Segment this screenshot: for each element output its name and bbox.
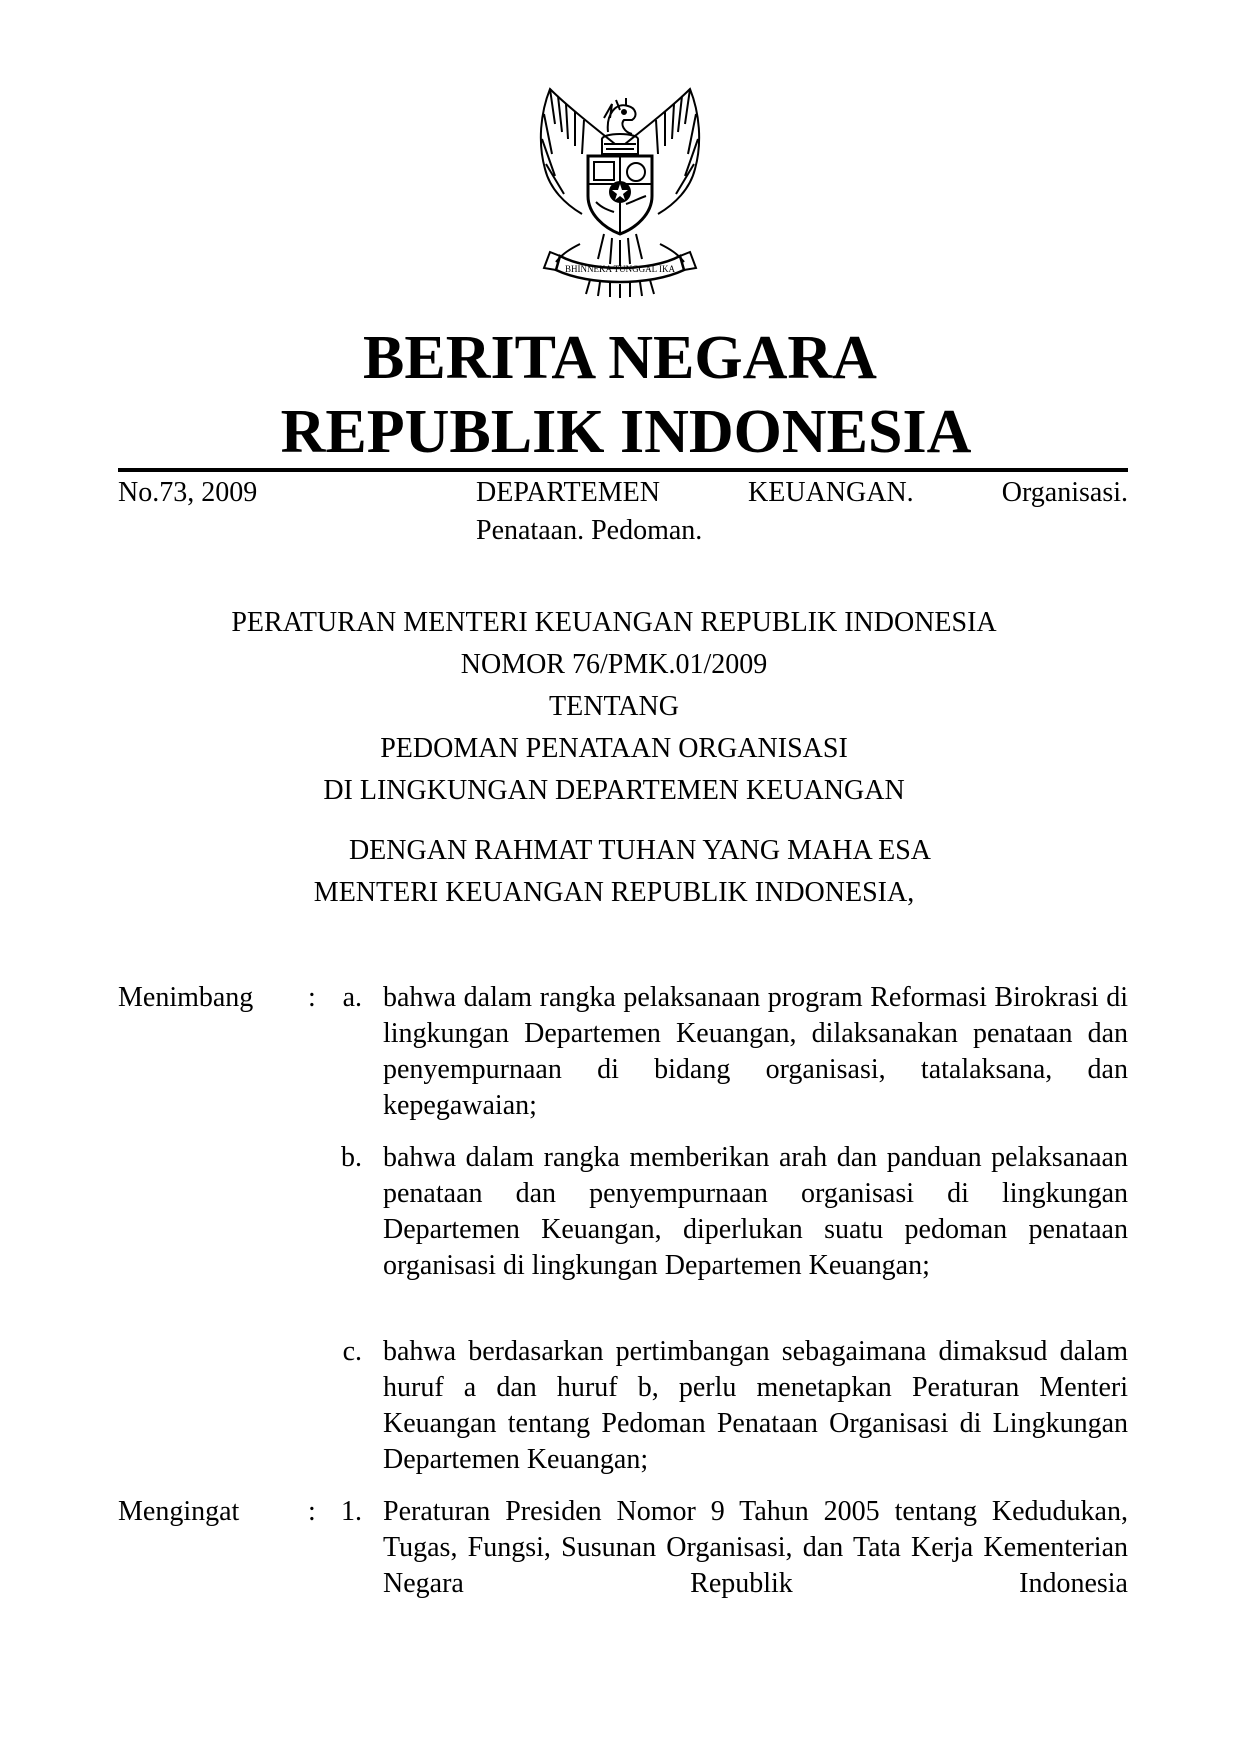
mengingat-item-1-marker: 1. xyxy=(341,1496,362,1527)
emblem-motto: BHINNEKA TUNGGAL IKA xyxy=(565,264,675,274)
mengingat-colon: : xyxy=(308,1496,316,1527)
menimbang-label: Menimbang xyxy=(118,982,254,1013)
menimbang-item-b-text: bahwa dalam rangka memberikan arah dan panduan pelaksanaan penataan dan penyempurnaan organisasi di lingkungan Departemen Keuangan, diperlukan suatu pedoman penataan organisasi di lingkungan Departemen Keuangan; xyxy=(383,1142,1128,1281)
menimbang-item-a-marker: a. xyxy=(342,982,362,1013)
menimbang-item-c-marker: c. xyxy=(342,1336,362,1367)
menimbang-item-c-text: bahwa berdasarkan pertimbangan sebagaimana dimaksud dalam huruf a dan huruf b, perlu menetapkan Peraturan Menteri Keuangan tentang Pedoman Penataan Organisasi di Lingkungan Departemen Keuangan; xyxy=(383,1336,1128,1475)
masthead-subtitle: REPUBLIK INDONESIA xyxy=(280,398,972,466)
publication-subject-line1: DEPARTEMEN KEUANGAN. Organisasi. xyxy=(476,477,1128,508)
menimbang-colon: : xyxy=(308,982,316,1013)
garuda-emblem-icon xyxy=(520,84,720,299)
publication-subject-line2: Penataan. Pedoman. xyxy=(476,515,703,546)
publication-number: No.73, 2009 xyxy=(118,477,258,508)
mengingat-label: Mengingat xyxy=(118,1496,240,1527)
regulation-title: PERATURAN MENTERI KEUANGAN REPUBLIK INDONESIA xyxy=(231,607,997,638)
preamble-line-2: MENTERI KEUANGAN REPUBLIK INDONESIA, xyxy=(313,877,915,908)
regulation-about: TENTANG xyxy=(549,691,679,722)
masthead-title: BERITA NEGARA xyxy=(363,324,877,392)
regulation-subject-1: PEDOMAN PENATAAN ORGANISASI xyxy=(380,733,848,764)
regulation-number: NOMOR 76/PMK.01/2009 xyxy=(460,649,768,680)
menimbang-item-b-marker: b. xyxy=(341,1142,362,1173)
mengingat-item-1-text: Peraturan Presiden Nomor 9 Tahun 2005 tentang Kedudukan, Tugas, Fungsi, Susunan Organisasi, dan Tata Kerja Kementerian Negara Republik Indonesia xyxy=(383,1496,1128,1599)
masthead-rule xyxy=(118,468,1128,472)
menimbang-item-a-text: bahwa dalam rangka pelaksanaan program Reformasi Birokrasi di lingkungan Departemen Keuangan, dilaksanakan penataan dan penyempurnaan di bidang organisasi, tatalaksana, dan kepegawaian; xyxy=(383,982,1128,1121)
preamble-line-1: DENGAN RAHMAT TUHAN YANG MAHA ESA xyxy=(348,835,932,866)
regulation-subject-2: DI LINGKUNGAN DEPARTEMEN KEUANGAN xyxy=(323,775,905,806)
